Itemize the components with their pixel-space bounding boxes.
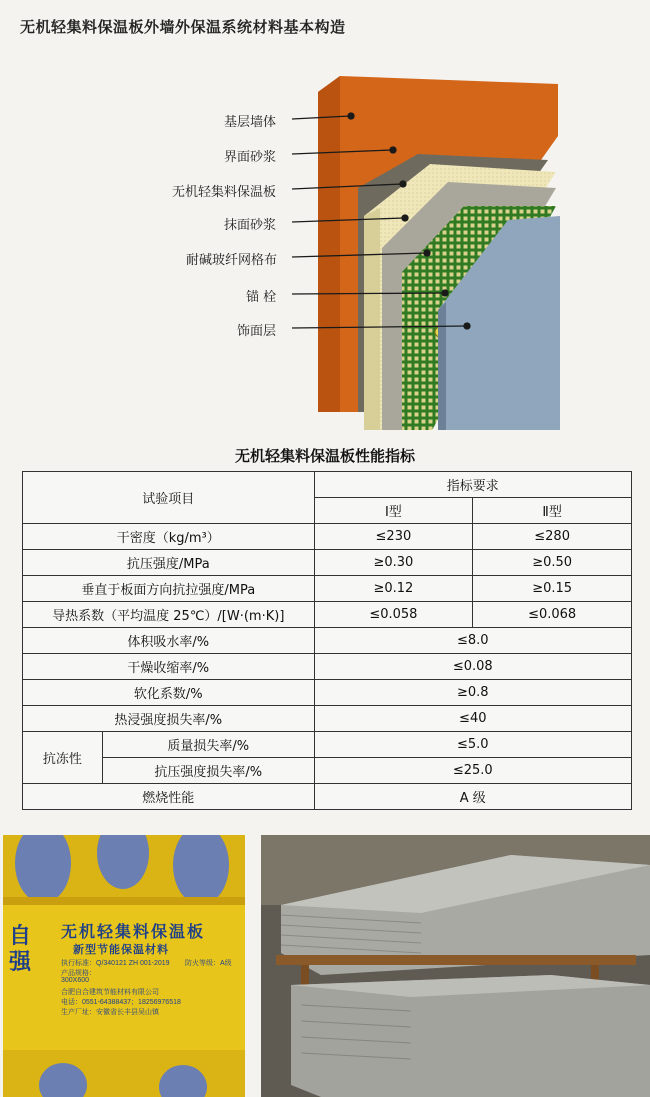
row-value-type-1: ≤0.058 xyxy=(314,602,473,628)
package-address: 生产厂址：安徽省长丰县吴山镇 xyxy=(61,1009,159,1016)
row-value: ≤8.0 xyxy=(314,628,631,654)
row-value: ≤40 xyxy=(314,706,631,732)
package-spec-label: 产品规格： xyxy=(61,970,96,977)
row-item: 热浸强度损失率/% xyxy=(23,706,315,732)
performance-table xyxy=(22,471,632,810)
row-value-type-2: ≤280 xyxy=(473,524,632,550)
board-stack-photo xyxy=(261,835,650,1097)
row-value-type-1: ≥0.30 xyxy=(314,550,473,576)
row-value-type-1: ≥0.12 xyxy=(314,576,473,602)
table-row xyxy=(23,706,632,732)
package-company: 合肥自合建筑节能材料有限公司 xyxy=(61,989,159,996)
row-value-type-2: ≥0.15 xyxy=(473,576,632,602)
label-interface-mortar: 界面砂浆 xyxy=(224,150,277,165)
frost-resistance-label: 抗冻性 xyxy=(23,732,103,784)
row-item: 体积吸水率/% xyxy=(23,628,315,654)
package-fire-grade: 防火等级：A级 xyxy=(185,960,232,967)
table-row xyxy=(23,758,632,784)
header-type-2: Ⅱ型 xyxy=(473,498,632,524)
row-value: A 级 xyxy=(314,784,631,810)
wall-construction-diagram xyxy=(0,40,650,430)
wall-layers-illustration xyxy=(0,40,650,430)
label-anchor: 锚 栓 xyxy=(246,290,277,305)
package-phone: 电话：0551-64388437；18256976518 xyxy=(61,999,181,1006)
row-value: ≤25.0 xyxy=(314,758,631,784)
table-row xyxy=(23,654,632,680)
row-value: ≤0.08 xyxy=(314,654,631,680)
table-row xyxy=(23,784,632,810)
table-row xyxy=(23,602,632,628)
table-row xyxy=(23,628,632,654)
product-photos xyxy=(0,835,650,1097)
page-title: 无机轻集料保温板外墙外保温系统材料基本构造 xyxy=(20,18,346,36)
row-item: 导热系数（平均温度 25℃）/[W·(m·K)] xyxy=(23,602,315,628)
row-item: 软化系数/% xyxy=(23,680,315,706)
package-subtitle: 新型节能保温材料 xyxy=(73,944,169,956)
header-test-item: 试验项目 xyxy=(23,472,315,524)
table-header-row xyxy=(23,472,632,498)
board-stack-illustration xyxy=(261,835,650,1097)
row-value: ≤5.0 xyxy=(314,732,631,758)
package-brand: 自强 xyxy=(9,923,32,974)
row-item: 干燥收缩率/% xyxy=(23,654,315,680)
table-row xyxy=(23,680,632,706)
label-base-wall: 基层墙体 xyxy=(224,115,277,130)
row-item: 垂直于板面方向抗拉强度/MPa xyxy=(23,576,315,602)
row-value-type-2: ≤0.068 xyxy=(473,602,632,628)
label-plaster-mortar: 抹面砂浆 xyxy=(224,218,277,233)
row-item: 质量损失率/% xyxy=(102,732,314,758)
row-value-type-1: ≤230 xyxy=(314,524,473,550)
table-row xyxy=(23,524,632,550)
table-title: 无机轻集料保温板性能指标 xyxy=(234,447,415,465)
table-row xyxy=(23,576,632,602)
row-value: ≥0.8 xyxy=(314,680,631,706)
row-item: 燃烧性能 xyxy=(23,784,315,810)
table-row xyxy=(23,550,632,576)
row-item: 抗压强度损失率/% xyxy=(102,758,314,784)
label-insulation-board: 无机轻集料保温板 xyxy=(172,185,277,200)
label-finish-layer: 饰面层 xyxy=(237,324,277,339)
table-row xyxy=(23,732,632,758)
product-package-photo xyxy=(3,835,245,1097)
row-item: 抗压强度/MPa xyxy=(23,550,315,576)
package-standard: 执行标准：Q/340121 ZH 001-2019 xyxy=(61,960,170,967)
header-type-1: Ⅰ型 xyxy=(314,498,473,524)
label-mesh-fabric: 耐碱玻纤网格布 xyxy=(186,253,278,268)
header-requirement: 指标要求 xyxy=(314,472,631,498)
package-spec: 300X600 xyxy=(61,977,90,984)
package-product-name: 无机轻集料保温板 xyxy=(61,924,206,941)
row-item: 干密度（kg/m³） xyxy=(23,524,315,550)
row-value-type-2: ≥0.50 xyxy=(473,550,632,576)
